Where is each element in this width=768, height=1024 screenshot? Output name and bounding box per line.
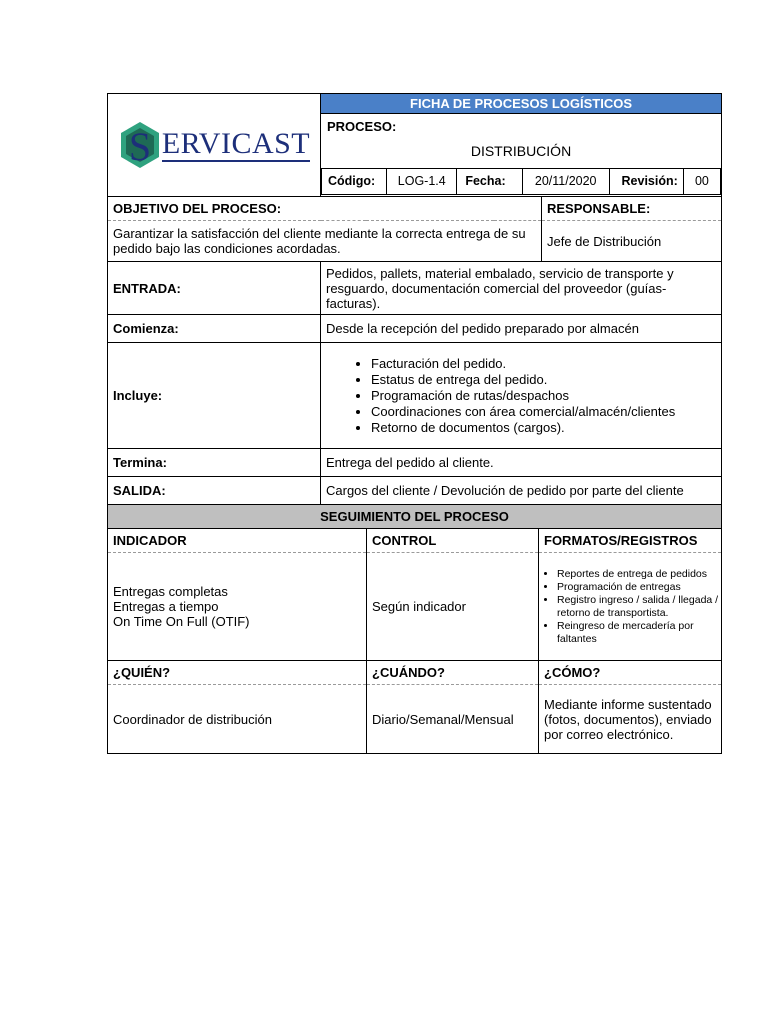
salida-text: Cargos del cliente / Devolución de pedido por parte del cliente [321,477,722,505]
como-header: ¿CÓMO? [539,661,722,685]
list-item: • Estatus de entrega del pedido. [371,372,716,388]
formatos-list [541,568,719,646]
incluye-list-cell [321,343,722,449]
revision-label: Revisión: [609,169,683,195]
objetivo-text: Garantizar la satisfacción del cliente mediante la correcta entrega de su pedido bajo las condiciones acordadas. [108,221,542,262]
entrada-label: ENTRADA: [108,262,321,315]
process-table [107,93,722,529]
list-item: • Reportes de entrega de pedidos [557,568,719,581]
seguimiento-table [107,528,722,754]
como-value: Mediante informe sustentado (fotos, documentos), enviado por correo electrónico. [539,685,722,754]
list-item: • Reingreso de mercadería por faltantes [557,620,719,646]
formatos-cell [539,553,722,661]
formatos-header: FORMATOS/REGISTROS [539,529,722,553]
list-item: • Coordinaciones con área comercial/almacén/clientes [371,404,716,420]
list-item: • Registro ingreso / salida / llegada / retorno de transportista. [557,594,719,620]
logo-wordmark: ERVICAST [161,126,311,160]
fecha-label: Fecha: [457,169,523,195]
control-value: Según indicador [367,553,539,661]
incluye-list [326,356,716,436]
comienza-label: Comienza: [108,315,321,343]
svg-text:S: S [128,124,151,169]
incluye-label: Incluye: [108,343,321,449]
responsable-label: RESPONSABLE: [542,197,722,221]
indicador-header: INDICADOR [108,529,367,553]
termina-label: Termina: [108,449,321,477]
objetivo-label: OBJETIVO DEL PROCESO: [108,197,542,221]
indicador-item: Entregas completas [113,584,228,599]
codigo-value: LOG-1.4 [387,169,457,195]
process-sheet [107,93,721,754]
responsable-value: Jefe de Distribución [542,221,722,262]
fecha-value: 20/11/2020 [522,169,609,195]
control-header: CONTROL [367,529,539,553]
salida-label: SALIDA: [108,477,321,505]
codigo-label: Código: [322,169,387,195]
comienza-text: Desde la recepción del pedido preparado por almacén [321,315,722,343]
company-logo [108,94,321,197]
sheet-title: FICHA DE PROCESOS LOGÍSTICOS [321,94,722,114]
cuando-value: Diario/Semanal/Mensual [367,685,539,754]
quien-header: ¿QUIÉN? [108,661,367,685]
list-item: • Facturación del pedido. [371,356,716,372]
list-item: • Retorno de documentos (cargos). [371,420,716,436]
list-item: • Programación de rutas/despachos [371,388,716,404]
quien-value: Coordinador de distribución [108,685,367,754]
termina-text: Entrega del pedido al cliente. [321,449,722,477]
entrada-text: Pedidos, pallets, material embalado, servicio de transporte y resguardo, documentación comercial del proveedor (guías-facturas). [321,262,722,315]
indicadores-cell [108,553,367,661]
seguimiento-title: SEGUIMIENTO DEL PROCESO [108,505,722,529]
indicador-item: Entregas a tiempo [113,599,219,614]
logo-hexagon-icon [118,120,162,170]
proceso-value: DISTRIBUCIÓN [470,143,572,160]
revision-value: 00 [683,169,720,195]
proceso-label: PROCESO: [327,119,397,135]
cuando-header: ¿CUÁNDO? [367,661,539,685]
indicador-item: On Time On Full (OTIF) [113,614,250,629]
list-item: • Programación de entregas [557,581,719,594]
